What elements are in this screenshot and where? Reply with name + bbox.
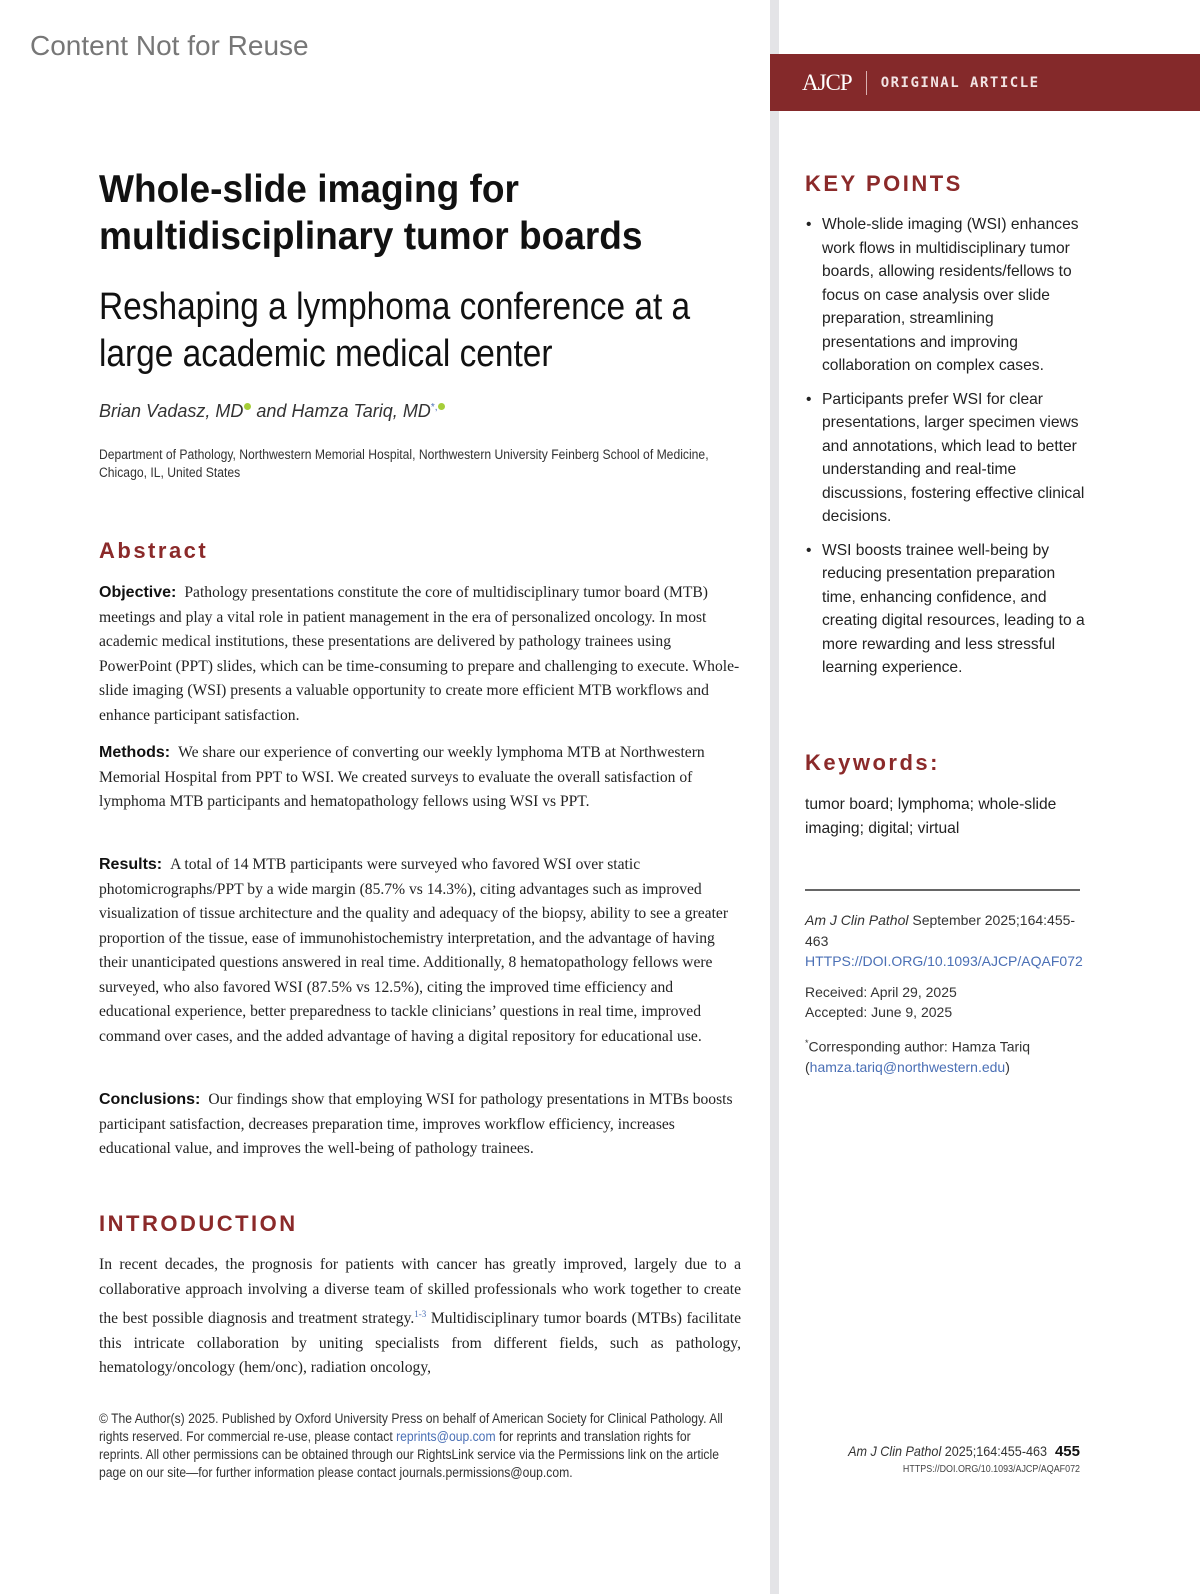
- key-point-item: • Participants prefer WSI for clear presentations, larger specimen views and annotations, which lead to better understanding and real-time discussions, fostering effective clinical decisions.: [805, 388, 1085, 529]
- keywords-heading: Keywords:: [805, 750, 940, 775]
- footer-volume: 2025;164:455-463: [941, 1443, 1047, 1459]
- citation-info: Am J Clin Pathol September 2025;164:455-463 HTTPS://DOI.ORG/10.1093/AJCP/AQAF072 Received: April 29, 2025 Accepted: June 9, 2025 *Corresponding author: Hamza Tariq (hamza.tariq@northwestern.edu): [805, 912, 1083, 1075]
- section-text: A total of 14 MTB participants were surveyed who favored WSI over static photomicrographs/PPT by a wide margin (85.7% vs 14.3%), citing advantages such as improved visualization of tissue architecture and the quality and adequacy of the biopsy, ability to see a greater proportion of the tissue, ease of immunohistochemistry interpretation, and the advantage of having their unanticipated questions answered in real time. Additionally, 8 hematopathology fellows were surveyed, who also favored WSI (87.5% vs 12.5%), citing the improved time efficiency and educational experience, better preparedness to tackle clinicians’ questions in real time, improved command over cases, and the added advantage of having a digital repository for educational use.: [99, 856, 729, 1045]
- copyright-text: for reprints and translation rights for reprints. All other permissions can be obtained through our RightsLink service via the Permissions link on the article page on our site—for further information please contact journals.permissions@oup.com.: [99, 1429, 719, 1480]
- issue-info: September 2025;164:455-463: [805, 912, 1076, 949]
- key-points-list: [805, 213, 1085, 690]
- key-points-heading: KEY POINTS: [805, 171, 963, 196]
- subtitle-line: Reshaping a lymphoma conference at a: [99, 286, 691, 328]
- author-connector: and: [251, 401, 292, 421]
- intro-text: Multidisciplinary tumor boards (MTBs) facilitate this intricate collaboration by uniting specialists from different fields, such as pathology, hematology/oncology (hem/onc), radiation oncology,: [99, 1310, 741, 1377]
- section-label: Results:: [99, 856, 163, 873]
- section-label: Conclusions:: [99, 1091, 201, 1108]
- section-text: Our findings show that employing WSI for pathology presentations in MTBs boosts participant satisfaction, decreases preparation time, improves workflow efficiency, increases educational value, and improves the well-being of pathology trainees.: [99, 1091, 733, 1157]
- orcid-icon[interactable]: [438, 403, 445, 410]
- author-list: [99, 401, 445, 422]
- footer-journal: Am J Clin Pathol: [848, 1443, 942, 1459]
- section-text: We share our experience of converting our weekly lymphoma MTB at Northwestern Memorial Hospital from PPT to WSI. We created surveys to evaluate the overall satisfaction of lymphoma MTB participants and hematopathology fellows using WSI vs PPT.: [99, 744, 705, 810]
- abstract-methods: [99, 741, 741, 815]
- section-text: Pathology presentations constitute the core of multidisciplinary tumor board (MTB) meetings and play a vital role in patient management in the era of personalized oncology. In most academic medical institutions, these presentations are delivered by pathology trainees using PowerPoint (PPT) slides, which can be time-consuming to prepare and challenging to execute. Whole-slide imaging (WSI) presents a valuable opportunity to create more efficient MTB workflows and enhance participant satisfaction.: [99, 584, 740, 724]
- divider: [805, 889, 1080, 891]
- key-point-item: • WSI boosts trainee well-being by reducing presentation preparation time, enhancing confidence, and creating digital resources, leading to a more rewarding and less stressful learning experience.: [805, 539, 1085, 680]
- page-number: 455: [1054, 1443, 1080, 1460]
- subtitle-line: large academic medical center: [99, 333, 553, 375]
- corresponding-author: Corresponding author: Hamza Tariq: [808, 1038, 1031, 1055]
- journal-banner: [770, 54, 1200, 111]
- banner-separator: [866, 71, 867, 95]
- reference-link[interactable]: 1-3: [414, 1309, 427, 1319]
- doi-link[interactable]: HTTPS://DOI.ORG/10.1093/AJCP/AQAF072: [805, 953, 1083, 969]
- article-type: ORIGINAL ARTICLE: [880, 74, 1040, 91]
- reprints-email-link[interactable]: reprints@oup.com: [396, 1429, 496, 1444]
- journal-name: Am J Clin Pathol: [805, 912, 909, 928]
- title-line: multidisciplinary tumor boards: [99, 215, 643, 258]
- watermark: Content Not for Reuse: [30, 30, 309, 61]
- column-divider: [770, 0, 779, 1594]
- footer-citation: [848, 1443, 1047, 1459]
- section-label: Methods:: [99, 744, 171, 761]
- author-email-link[interactable]: hamza.tariq@northwestern.edu: [809, 1058, 1006, 1075]
- keywords-text: tumor board; lymphoma; whole-slide imaging; digital; virtual: [805, 796, 1057, 837]
- accepted-date: Accepted: June 9, 2025: [805, 1004, 953, 1020]
- article-title: [99, 166, 726, 260]
- author-name[interactable]: Hamza Tariq, MD: [291, 401, 431, 421]
- page-footer: [805, 1443, 1080, 1475]
- corresponding-marker: *: [805, 1037, 809, 1048]
- copyright-text: © The Author(s) 2025. Published by Oxford University Press on behalf of American Society for Clinical Pathology. All rights reserved. For commercial re-use, please contact: [99, 1411, 723, 1444]
- introduction-heading: INTRODUCTION: [99, 1211, 298, 1236]
- abstract-objective: [99, 581, 741, 728]
- abstract-heading: Abstract: [99, 538, 209, 563]
- title-line: Whole-slide imaging for: [99, 168, 519, 211]
- affiliation: Department of Pathology, Northwestern Memorial Hospital, Northwestern University Feinberg School of Medicine, Chicago, IL, United States: [99, 447, 709, 480]
- author-name[interactable]: Brian Vadasz, MD: [99, 401, 244, 421]
- abstract-results: [99, 853, 741, 1049]
- received-date: Received: April 29, 2025: [805, 983, 957, 1000]
- journal-logo: AJCP: [802, 69, 852, 95]
- article-subtitle: [99, 284, 715, 378]
- abstract-conclusions: [99, 1088, 741, 1162]
- intro-text: In recent decades, the prognosis for patients with cancer has greatly improved, largely due to a collaborative approach involving a diverse team of skilled professionals who work together to create the best possible diagnosis and treatment strategy.: [99, 1256, 741, 1328]
- introduction-text: [99, 1253, 741, 1381]
- corresponding-marker: *,: [430, 402, 438, 413]
- section-label: Objective:: [99, 584, 177, 601]
- footer-doi: HTTPS://DOI.ORG/10.1093/AJCP/AQAF072: [902, 1463, 1080, 1475]
- copyright-notice: [99, 1410, 729, 1482]
- key-point-item: • Whole-slide imaging (WSI) enhances work flows in multidisciplinary tumor boards, allowing residents/fellows to focus on case analysis over slide preparation, streamlining presentations and improving collaboration on complex cases.: [805, 213, 1085, 378]
